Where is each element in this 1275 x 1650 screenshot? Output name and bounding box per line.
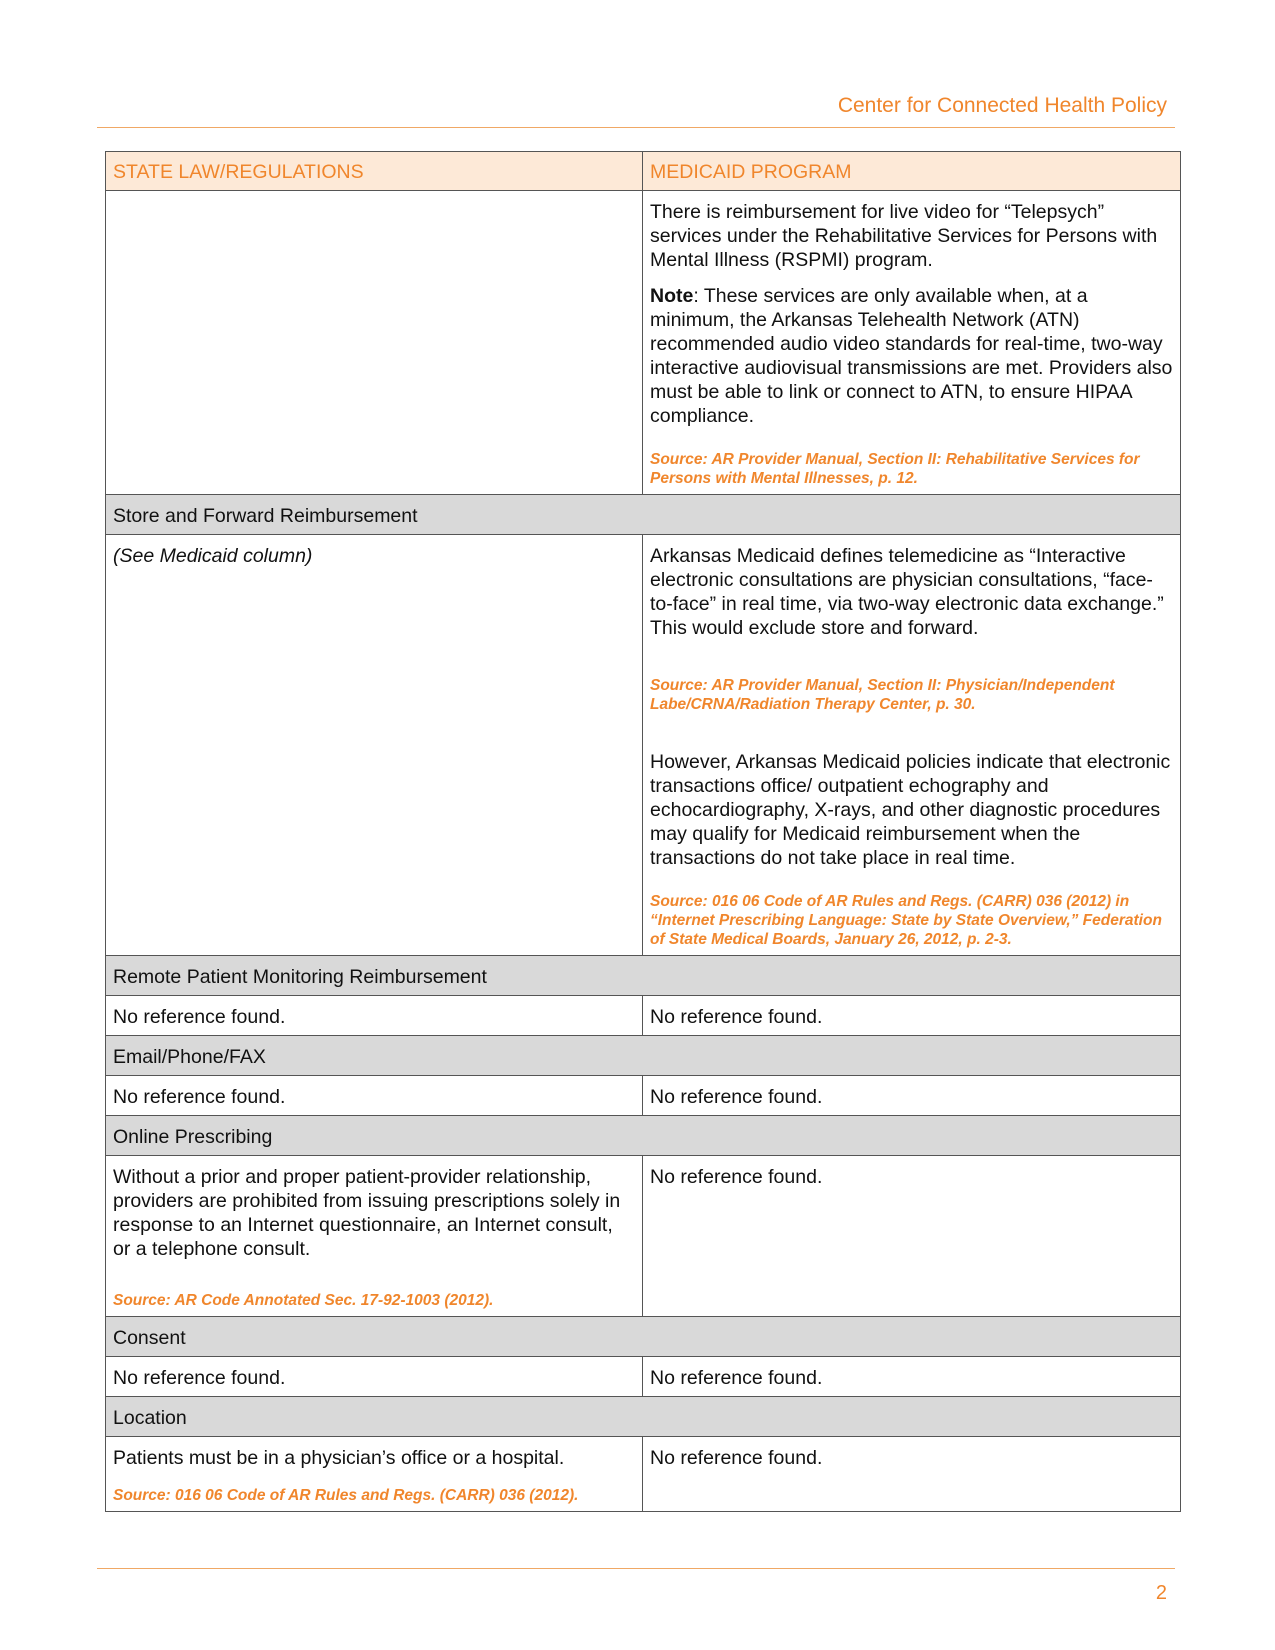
- store-forward-medicaid-cell: [643, 535, 1181, 956]
- online-prescribing-state-cell: [106, 1156, 643, 1317]
- store-forward-source-1: Source: AR Provider Manual, Section II: Physician/Independent Labe/CRNA/Radiation Therapy Center, p. 30.: [650, 677, 1115, 713]
- column-header-row: [106, 152, 1181, 191]
- section-title-email-phone-fax: Email/Phone/FAX: [106, 1036, 1181, 1076]
- column-header-state: STATE LAW/REGULATIONS: [106, 152, 643, 191]
- live-video-medicaid-cell: [643, 191, 1181, 495]
- header-organization: Center for Connected Health Policy: [837, 94, 1167, 117]
- section-title-online-prescribing: Online Prescribing: [106, 1116, 1181, 1156]
- consent-row: [106, 1357, 1181, 1397]
- footer-divider: [97, 1568, 1175, 1569]
- page-number: 2: [1155, 1582, 1167, 1604]
- section-row-online-prescribing: [106, 1116, 1181, 1156]
- store-forward-state-cell: (See Medicaid column): [106, 535, 643, 956]
- store-forward-paragraph-2: However, Arkansas Medicaid policies indicate that electronic transactions office/ outpatient echography and echocardiography, X-rays, and other diagnostic procedures may qualify for Medicaid reimbursement when the transactions do not take place in real time.: [650, 751, 1171, 869]
- live-video-paragraph: There is reimbursement for live video for “Telepsych” services under the Rehabilitative Services for Persons with Mental Illness (RSPMI) program.: [650, 201, 1158, 271]
- live-video-row: [106, 191, 1181, 495]
- section-title-store-forward: Store and Forward Reimbursement: [106, 495, 1181, 535]
- live-video-state-cell: [106, 191, 643, 495]
- remote-monitoring-state-cell: No reference found.: [106, 996, 643, 1036]
- location-source: Source: 016 06 Code of AR Rules and Regs. (CARR) 036 (2012).: [113, 1487, 579, 1504]
- note-label: Note: [650, 285, 694, 307]
- email-phone-fax-medicaid-cell: No reference found.: [643, 1076, 1181, 1116]
- store-forward-source-2: Source: 016 06 Code of AR Rules and Regs. (CARR) 036 (2012) in “Internet Prescribing Language: State by State Overview,” Federation of State Medical Boards, January 26, 2012, p. 2-3.: [650, 893, 1162, 948]
- location-row: [106, 1437, 1181, 1512]
- consent-medicaid-cell: No reference found.: [643, 1357, 1181, 1397]
- live-video-note: [650, 284, 1173, 428]
- location-state-cell: [106, 1437, 643, 1512]
- location-medicaid-cell: No reference found.: [643, 1437, 1181, 1512]
- online-prescribing-paragraph: Without a prior and proper patient-provider relationship, providers are prohibited from issuing prescriptions solely in response to an Internet questionnaire, an Internet consult, or a telephone consult.: [113, 1166, 621, 1260]
- section-title-location: Location: [106, 1397, 1181, 1437]
- email-phone-fax-state-cell: No reference found.: [106, 1076, 643, 1116]
- remote-monitoring-medicaid-cell: No reference found.: [643, 996, 1181, 1036]
- section-row-remote-monitoring: [106, 956, 1181, 996]
- section-row-store-forward: [106, 495, 1181, 535]
- location-paragraph: Patients must be in a physician’s office or a hospital.: [113, 1447, 565, 1469]
- policy-table: [105, 151, 1181, 1512]
- remote-monitoring-row: [106, 996, 1181, 1036]
- email-phone-fax-row: [106, 1076, 1181, 1116]
- online-prescribing-row: [106, 1156, 1181, 1317]
- header-divider: [97, 127, 1175, 128]
- note-text: : These services are only available when, at a minimum, the Arkansas Telehealth Network (ATN) recommended audio video standards for real-time, two-way interactive audiovisual transmissions are met. Providers also must be able to link or connect to ATN, to ensure HIPAA compliance.: [650, 285, 1173, 427]
- online-prescribing-medicaid-cell: No reference found.: [643, 1156, 1181, 1317]
- section-row-consent: [106, 1317, 1181, 1357]
- section-title-consent: Consent: [106, 1317, 1181, 1357]
- section-title-remote-monitoring: Remote Patient Monitoring Reimbursement: [106, 956, 1181, 996]
- live-video-source: Source: AR Provider Manual, Section II: Rehabilitative Services for Persons with Mental Illnesses, p. 12.: [650, 451, 1140, 487]
- consent-state-cell: No reference found.: [106, 1357, 643, 1397]
- store-forward-paragraph-1: Arkansas Medicaid defines telemedicine as “Interactive electronic consultations are physician consultations, “face-to-face” in real time, via two-way electronic data exchange.” This would exclude store and forward.: [650, 545, 1164, 639]
- online-prescribing-source: Source: AR Code Annotated Sec. 17-92-1003 (2012).: [113, 1292, 494, 1309]
- store-forward-row: [106, 535, 1181, 956]
- section-row-email-phone-fax: [106, 1036, 1181, 1076]
- section-row-location: [106, 1397, 1181, 1437]
- column-header-medicaid: MEDICAID PROGRAM: [643, 152, 1181, 191]
